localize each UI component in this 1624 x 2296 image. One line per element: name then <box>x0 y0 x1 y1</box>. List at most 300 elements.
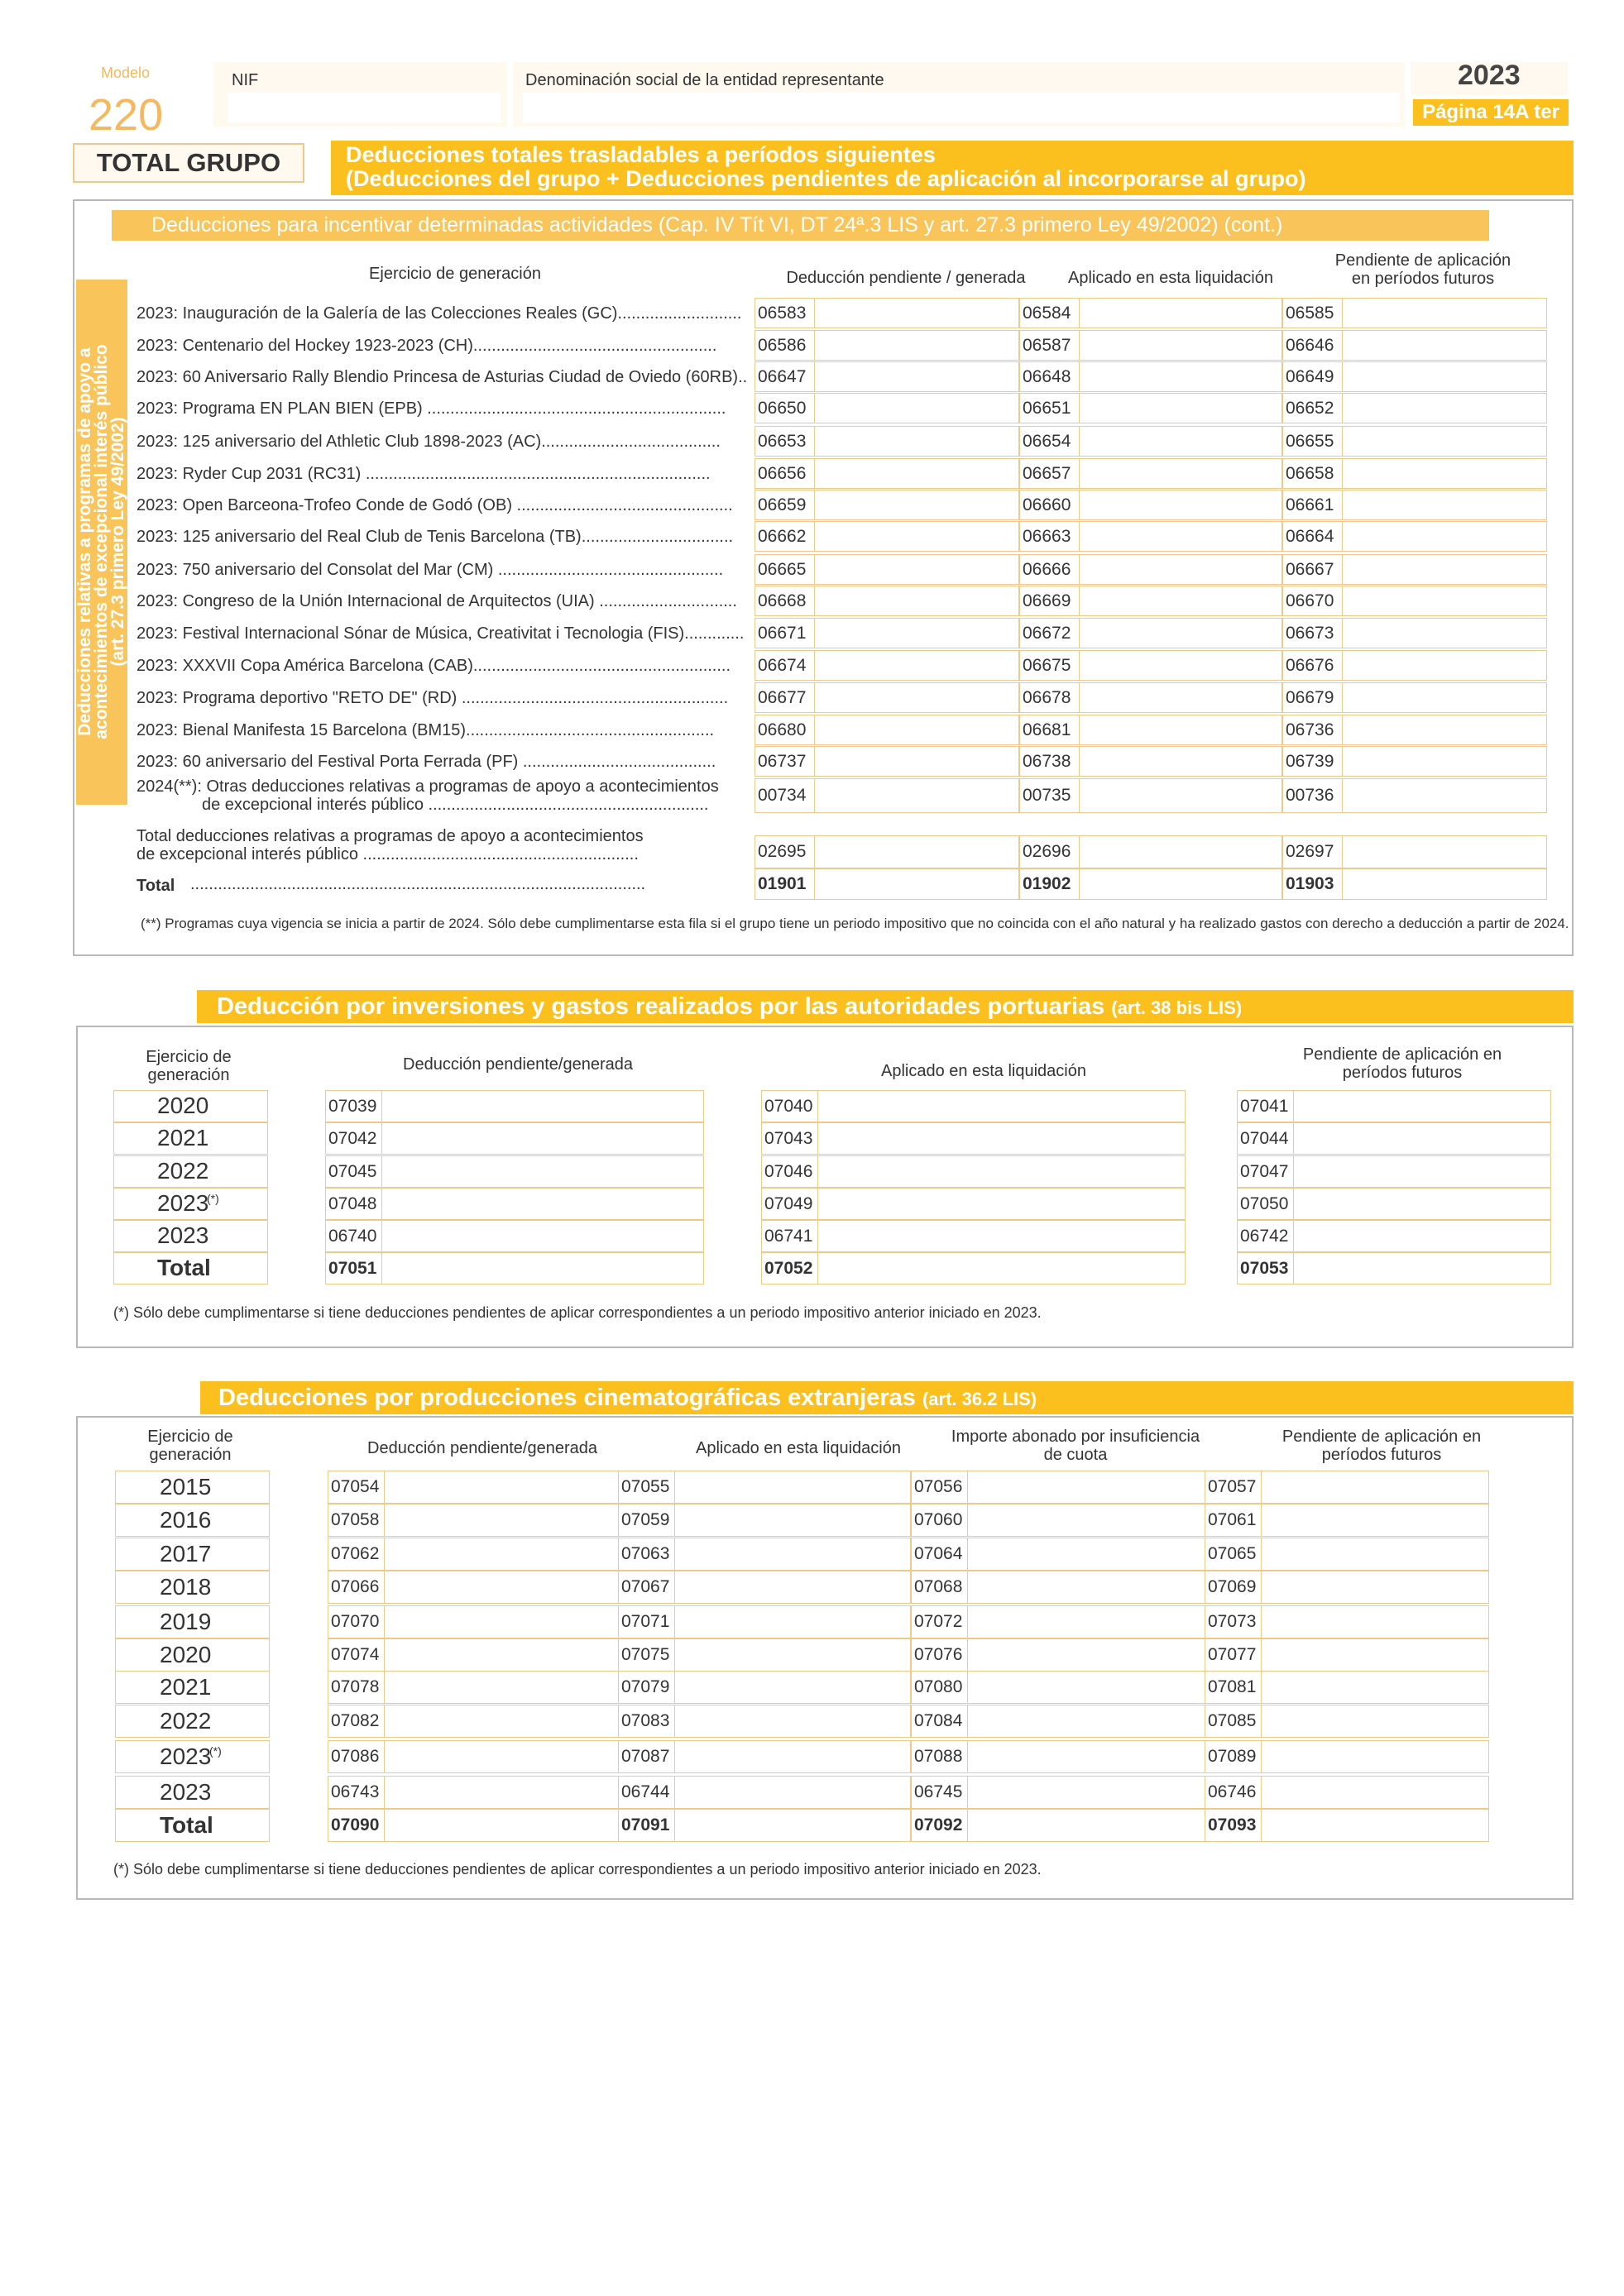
box-code: 06679 <box>1286 688 1334 707</box>
s2-input-deduccion[interactable] <box>325 1155 704 1188</box>
s1-input-c3[interactable] <box>1282 554 1547 585</box>
s3-input-c3[interactable] <box>911 1671 1205 1704</box>
s3-input-c2[interactable] <box>618 1538 911 1571</box>
s1-input-c1[interactable] <box>755 458 1019 489</box>
s3-input-c4[interactable] <box>1205 1471 1489 1504</box>
s3-year: 2017 <box>160 1541 212 1567</box>
box-code: 06739 <box>1286 752 1334 771</box>
s2-input-pendiente[interactable] <box>1237 1155 1551 1188</box>
s1-row-label: 2023: 60 aniversario del Festival Porta Ferrada (PF) .......................................... <box>137 753 716 771</box>
box-code: 07067 <box>621 1577 670 1596</box>
s1-input-c1[interactable] <box>755 393 1019 423</box>
box-code: 07087 <box>621 1747 670 1766</box>
box-code: 07054 <box>331 1477 380 1496</box>
s1-input-c2[interactable] <box>1019 330 1282 361</box>
box-code: 02697 <box>1286 842 1334 861</box>
box-code: 07081 <box>1208 1677 1257 1696</box>
s2-year-cell <box>113 1122 268 1155</box>
s2-year: 2023 <box>157 1190 209 1216</box>
s1-input-c2[interactable] <box>1019 650 1282 681</box>
s2-col-ejercicio: Ejercicio de generación <box>146 1048 232 1084</box>
s1-input-c1[interactable] <box>755 426 1019 457</box>
box-code: 06737 <box>758 752 807 771</box>
box-code: 06743 <box>331 1782 380 1801</box>
s3-input-c1[interactable] <box>328 1471 619 1504</box>
s2-input-aplicado[interactable] <box>761 1155 1186 1188</box>
box-code: 06658 <box>1286 464 1334 483</box>
box-code: 06652 <box>1286 399 1334 418</box>
box-code: 06653 <box>758 432 807 451</box>
main-title-bar <box>331 141 1574 195</box>
box-code: 07048 <box>328 1194 377 1213</box>
box-code: 07066 <box>331 1577 380 1596</box>
box-code: 06745 <box>914 1782 963 1801</box>
s1-input-c3[interactable] <box>1282 521 1547 552</box>
s2-input-deduccion[interactable] <box>325 1252 704 1284</box>
s3-year-cell <box>115 1571 270 1604</box>
s1-input-c3[interactable] <box>1282 618 1547 648</box>
box-code: 07044 <box>1240 1129 1289 1148</box>
s3-year-cell <box>115 1705 270 1738</box>
s3-input-c4[interactable] <box>1205 1776 1489 1809</box>
s2-year: Total <box>157 1255 211 1280</box>
s1-input-c1[interactable] <box>755 361 1019 392</box>
s3-input-c2[interactable] <box>618 1638 911 1672</box>
box-code: 07073 <box>1208 1612 1257 1631</box>
s1-input-c3[interactable] <box>1282 393 1547 423</box>
s3-input-c4[interactable] <box>1205 1809 1489 1842</box>
box-code: 06674 <box>758 656 807 675</box>
box-code: 07091 <box>621 1815 670 1834</box>
s1-input-c1[interactable] <box>755 490 1019 520</box>
s1-col-pendiente: Pendiente de aplicación en períodos futuros <box>1334 251 1511 288</box>
box-code: 07055 <box>621 1477 670 1496</box>
s2-input-deduccion[interactable] <box>325 1090 704 1122</box>
s1-row-label: 2023: 60 Aniversario Rally Blendio Princesa de Asturias Ciudad de Oviedo (60RB).. <box>137 368 748 386</box>
box-code: 07046 <box>764 1162 813 1181</box>
box-code: 07061 <box>1208 1510 1257 1529</box>
s1-input-c1[interactable] <box>755 586 1019 616</box>
s3-input-c4[interactable] <box>1205 1671 1489 1704</box>
s3-input-c3[interactable] <box>911 1605 1205 1638</box>
s3-input-c3[interactable] <box>911 1504 1205 1537</box>
box-code: 06738 <box>1023 752 1071 771</box>
s1-input-c3[interactable] <box>1282 715 1547 745</box>
s3-col-ejercicio: Ejercicio de generación <box>147 1428 233 1464</box>
box-code: 01901 <box>758 874 807 893</box>
s3-year: 2015 <box>160 1474 212 1500</box>
box-code: 06583 <box>758 304 807 323</box>
s3-input-c1[interactable] <box>328 1740 619 1773</box>
s2-input-pendiente[interactable] <box>1237 1252 1551 1284</box>
s1-input-c1[interactable] <box>755 715 1019 745</box>
s3-col-deduccion: Deducción pendiente/generada <box>367 1439 597 1457</box>
s1-totalprog-input[interactable] <box>1019 835 1282 868</box>
s2-col-aplicado: Aplicado en esta liquidación <box>881 1062 1086 1080</box>
box-code: 07041 <box>1240 1097 1289 1116</box>
box-code: 06654 <box>1023 432 1071 451</box>
s2-col-deduccion: Deducción pendiente/generada <box>403 1055 633 1074</box>
s3-year: 2019 <box>160 1609 212 1634</box>
s1-input-c1[interactable] <box>755 746 1019 777</box>
s2-input-pendiente[interactable] <box>1237 1220 1551 1252</box>
s1-input-c2[interactable] <box>1019 715 1282 745</box>
s2-year-cell <box>113 1155 268 1188</box>
box-code: 07083 <box>621 1711 670 1730</box>
box-code: 06655 <box>1286 432 1334 451</box>
box-code: 06668 <box>758 591 807 610</box>
box-code: 07077 <box>1208 1645 1257 1664</box>
s1-input-c2[interactable] <box>1019 618 1282 648</box>
s1-input-c3[interactable] <box>1282 682 1547 713</box>
s1-input-c3[interactable] <box>1282 426 1547 457</box>
box-code: 06650 <box>758 399 807 418</box>
box-code: 02696 <box>1023 842 1071 861</box>
s1-input-c3[interactable] <box>1282 330 1547 361</box>
box-code: 07088 <box>914 1747 963 1766</box>
s3-input-c2[interactable] <box>618 1705 911 1738</box>
box-code: 06660 <box>1023 495 1071 514</box>
s3-input-c3[interactable] <box>911 1471 1205 1504</box>
s2-year: 2022 <box>157 1158 209 1184</box>
box-code: 06680 <box>758 720 807 739</box>
s3-input-c3[interactable] <box>911 1538 1205 1571</box>
s1-totalprog-input[interactable] <box>1282 835 1547 868</box>
box-code: 07039 <box>328 1097 377 1116</box>
s1-input-c2[interactable] <box>1019 682 1282 713</box>
box-code: 07084 <box>914 1711 963 1730</box>
box-code: 07079 <box>621 1677 670 1696</box>
s1-row-label: 2023: Programa EN PLAN BIEN (EPB) ................................................................. <box>137 399 726 418</box>
box-code: 06667 <box>1286 560 1334 579</box>
section3-bar-ref: (art. 36.2 LIS) <box>922 1389 1037 1409</box>
box-code: 07072 <box>914 1612 963 1631</box>
box-code: 06675 <box>1023 656 1071 675</box>
s3-input-c4[interactable] <box>1205 1705 1489 1738</box>
s1-input-c2[interactable] <box>1019 586 1282 616</box>
box-code: 06669 <box>1023 591 1071 610</box>
box-code: 07040 <box>764 1097 813 1116</box>
s1-input-c1[interactable] <box>755 682 1019 713</box>
s3-input-c2[interactable] <box>618 1740 911 1773</box>
box-code: 06585 <box>1286 304 1334 323</box>
s3-input-c2[interactable] <box>618 1809 911 1842</box>
s1-input-c3[interactable] <box>1282 361 1547 392</box>
s1-total-label: Total <box>137 877 175 895</box>
s1-input-c2[interactable] <box>1019 393 1282 423</box>
s1-input-c2[interactable] <box>1019 490 1282 520</box>
box-code: 06681 <box>1023 720 1071 739</box>
box-code: 07065 <box>1208 1544 1257 1563</box>
box-code: 07042 <box>328 1129 377 1148</box>
box-code: 00735 <box>1023 786 1071 805</box>
s3-year-cell <box>115 1605 270 1638</box>
s2-input-deduccion[interactable] <box>325 1188 704 1220</box>
s1-input-c3[interactable] <box>1282 458 1547 489</box>
s1-totalprog-input[interactable] <box>755 835 1019 868</box>
box-code: 07082 <box>331 1711 380 1730</box>
s3-col-pendiente: Pendiente de aplicación en períodos futuros <box>1281 1428 1482 1464</box>
box-code: 06741 <box>764 1227 813 1246</box>
section2-bar-title: Deducción por inversiones y gastos realizados por las autoridades portuarias <box>217 993 1105 1020</box>
s1-input-c1[interactable] <box>755 650 1019 681</box>
s3-input-c1[interactable] <box>328 1671 619 1704</box>
box-code: 07060 <box>914 1510 963 1529</box>
s2-input-deduccion[interactable] <box>325 1122 704 1155</box>
s2-input-aplicado[interactable] <box>761 1188 1186 1220</box>
s1-row-label: 2023: 750 aniversario del Consolat del Mar (CM) ................................................. <box>137 561 724 579</box>
box-code: 07092 <box>914 1815 963 1834</box>
s1-input-c3[interactable] <box>1282 586 1547 616</box>
box-code: 06661 <box>1286 495 1334 514</box>
box-code: 07052 <box>764 1259 813 1278</box>
s2-input-pendiente[interactable] <box>1237 1122 1551 1155</box>
s3-year-cell <box>115 1671 270 1704</box>
s2-year-cell <box>113 1220 268 1252</box>
box-code: 06663 <box>1023 527 1071 546</box>
section3-bar-title: Deducciones por producciones cinematográficas extranjeras <box>218 1385 916 1411</box>
box-code: 07062 <box>331 1544 380 1563</box>
denominacion-field[interactable] <box>523 93 1400 122</box>
box-code: 07059 <box>621 1510 670 1529</box>
s2-input-aplicado[interactable] <box>761 1122 1186 1155</box>
box-code: 07050 <box>1240 1194 1289 1213</box>
s3-input-c2[interactable] <box>618 1471 911 1504</box>
s3-year-cell <box>115 1809 270 1842</box>
s1-total-dots: ................................................................................................... <box>190 875 646 893</box>
box-code: 07071 <box>621 1612 670 1631</box>
box-code: 07058 <box>331 1510 380 1529</box>
s3-input-c2[interactable] <box>618 1504 911 1537</box>
box-code: 07080 <box>914 1677 963 1696</box>
s3-input-c4[interactable] <box>1205 1538 1489 1571</box>
vertical-label: Deducciones relativas a programas de apoyo a acontecimientos de excepcional interés público (art. 27.3 primero Ley 49/2002) <box>75 344 127 739</box>
s3-year: 2022 <box>160 1708 212 1734</box>
s2-input-pendiente[interactable] <box>1237 1090 1551 1122</box>
box-code: 06676 <box>1286 656 1334 675</box>
s1-otras-input[interactable] <box>1282 778 1547 813</box>
box-code: 07089 <box>1208 1747 1257 1766</box>
s2-input-aplicado[interactable] <box>761 1252 1186 1284</box>
box-code: 02695 <box>758 842 807 861</box>
s1-input-c2[interactable] <box>1019 521 1282 552</box>
box-code: 07053 <box>1240 1259 1289 1278</box>
page-number: Página 14A ter <box>1413 99 1569 126</box>
s3-year: 2021 <box>160 1674 212 1700</box>
s2-year: 2023 <box>157 1222 209 1248</box>
box-code: 06648 <box>1023 367 1071 386</box>
s1-row-label: 2023: Ryder Cup 2031 (RC31) ........................................................................... <box>137 465 711 483</box>
s1-input-c1[interactable] <box>755 298 1019 328</box>
s3-input-c2[interactable] <box>618 1776 911 1809</box>
box-code: 07063 <box>621 1544 670 1563</box>
box-code: 07068 <box>914 1577 963 1596</box>
s2-year: 2021 <box>157 1125 209 1150</box>
s1-row-label: 2023: Programa deportivo "RETO DE" (RD) .......................................................... <box>137 689 729 707</box>
s3-year-cell <box>115 1776 270 1809</box>
s2-footnote: (*) Sólo debe cumplimentarse si tiene deducciones pendientes de aplicar correspondientes a un periodo impositivo anterior iniciado en 2023. <box>113 1304 1042 1321</box>
box-code: 06584 <box>1023 304 1071 323</box>
s1-input-c3[interactable] <box>1282 490 1547 520</box>
s2-input-aplicado[interactable] <box>761 1090 1186 1122</box>
box-code: 06673 <box>1286 624 1334 643</box>
s1-row-label: 2023: Congreso de la Unión Internacional de Arquitectos (UIA) .............................. <box>137 592 737 610</box>
s3-year: 2020 <box>160 1642 212 1667</box>
s3-year-cell <box>115 1638 270 1672</box>
s1-row-label: 2023: 125 aniversario del Athletic Club 1898-2023 (AC)....................................... <box>137 433 721 451</box>
box-code: 07070 <box>331 1612 380 1631</box>
s1-otras-line1: 2024(**): Otras deducciones relativas a programas de apoyo a acontecimientos <box>137 777 719 796</box>
s1-input-c2[interactable] <box>1019 554 1282 585</box>
box-code: 06736 <box>1286 720 1334 739</box>
box-code: 06657 <box>1023 464 1071 483</box>
s3-year: 2023 <box>160 1779 212 1805</box>
s1-input-c3[interactable] <box>1282 650 1547 681</box>
s3-input-c2[interactable] <box>618 1671 911 1704</box>
s3-input-c1[interactable] <box>328 1705 619 1738</box>
box-code: 00734 <box>758 786 807 805</box>
box-code: 06666 <box>1023 560 1071 579</box>
s1-totalprog-line1: Total deducciones relativas a programas de apoyo a acontecimientos <box>137 827 644 845</box>
s1-input-c3[interactable] <box>1282 746 1547 777</box>
s3-input-c3[interactable] <box>911 1638 1205 1672</box>
s3-input-c3[interactable] <box>911 1809 1205 1842</box>
box-code: 06664 <box>1286 527 1334 546</box>
box-code: 06651 <box>1023 399 1071 418</box>
s3-input-c1[interactable] <box>328 1638 619 1672</box>
box-code: 07047 <box>1240 1162 1289 1181</box>
box-code: 06586 <box>758 336 807 355</box>
s1-input-c2[interactable] <box>1019 426 1282 457</box>
box-code: 06677 <box>758 688 807 707</box>
section2-bar-ref: (art. 38 bis LIS) <box>1111 997 1243 1018</box>
box-code: 06647 <box>758 367 807 386</box>
nif-field[interactable] <box>228 93 501 122</box>
s1-input-c3[interactable] <box>1282 298 1547 328</box>
s1-col-aplicado: Aplicado en esta liquidación <box>1068 269 1273 287</box>
s3-input-c2[interactable] <box>618 1605 911 1638</box>
box-code: 07064 <box>914 1544 963 1563</box>
s1-input-c1[interactable] <box>755 554 1019 585</box>
section2-bar <box>197 990 1574 1023</box>
box-code: 06587 <box>1023 336 1071 355</box>
s2-year-sup: (*) <box>207 1192 219 1205</box>
s1-row-label: 2023: Centenario del Hockey 1923-2023 (CH)..................................................... <box>137 337 717 355</box>
box-code: 06740 <box>328 1227 377 1246</box>
s3-year: Total <box>160 1812 213 1838</box>
s2-year-cell <box>113 1188 268 1220</box>
box-code: 07043 <box>764 1129 813 1148</box>
s2-input-aplicado[interactable] <box>761 1220 1186 1252</box>
s3-input-c1[interactable] <box>328 1776 619 1809</box>
s1-otras-input[interactable] <box>755 778 1019 813</box>
s3-input-c2[interactable] <box>618 1571 911 1604</box>
s1-row-label: 2023: Bienal Manifesta 15 Barcelona (BM15)...................................................... <box>137 721 715 739</box>
box-code: 07093 <box>1208 1815 1257 1834</box>
s1-input-c1[interactable] <box>755 521 1019 552</box>
s3-input-c3[interactable] <box>911 1571 1205 1604</box>
s1-totalprog-line2: de excepcional interés público ............................................................ <box>137 845 639 863</box>
denominacion-label: Denominación social de la entidad representante <box>525 71 884 89</box>
box-code: 06662 <box>758 527 807 546</box>
box-code: 06672 <box>1023 624 1071 643</box>
s3-input-c1[interactable] <box>328 1605 619 1638</box>
box-code: 07051 <box>328 1259 377 1278</box>
s1-input-c1[interactable] <box>755 618 1019 648</box>
s1-col-ejercicio: Ejercicio de generación <box>369 265 541 283</box>
box-code: 06744 <box>621 1782 670 1801</box>
s3-year: 2018 <box>160 1574 212 1600</box>
box-code: 07069 <box>1208 1577 1257 1596</box>
s3-input-c4[interactable] <box>1205 1740 1489 1773</box>
s3-year-cell <box>115 1471 270 1504</box>
s1-input-c2[interactable] <box>1019 361 1282 392</box>
s3-footnote: (*) Sólo debe cumplimentarse si tiene deducciones pendientes de aplicar correspondientes a un periodo impositivo anterior iniciado en 2023. <box>113 1861 1042 1877</box>
s1-otras-line2: de excepcional interés público ............................................................. <box>202 796 709 814</box>
s3-input-c1[interactable] <box>328 1809 619 1842</box>
s3-input-c4[interactable] <box>1205 1605 1489 1638</box>
s1-input-c2[interactable] <box>1019 746 1282 777</box>
box-code: 07086 <box>331 1747 380 1766</box>
box-code: 06671 <box>758 624 807 643</box>
total-grupo-label: TOTAL GRUPO <box>96 148 281 177</box>
s1-total-input[interactable] <box>1019 868 1282 900</box>
box-code: 01903 <box>1286 874 1334 893</box>
s1-input-c2[interactable] <box>1019 458 1282 489</box>
s2-input-deduccion[interactable] <box>325 1220 704 1252</box>
s1-row-label: 2023: 125 aniversario del Real Club de Tenis Barcelona (TB)................................. <box>137 528 734 546</box>
modelo-label: Modelo <box>101 65 151 81</box>
s3-col-importe: Importe abonado por insuficiencia de cuota <box>951 1428 1200 1464</box>
box-code: 06678 <box>1023 688 1071 707</box>
s1-total-input[interactable] <box>1282 868 1547 900</box>
s3-input-c4[interactable] <box>1205 1571 1489 1604</box>
s3-year-cell <box>115 1538 270 1571</box>
box-code: 07049 <box>764 1194 813 1213</box>
s1-input-c1[interactable] <box>755 330 1019 361</box>
s3-year-cell <box>115 1504 270 1537</box>
s1-input-c2[interactable] <box>1019 298 1282 328</box>
box-code: 00736 <box>1286 786 1334 805</box>
s3-input-c4[interactable] <box>1205 1638 1489 1672</box>
box-code: 06746 <box>1208 1782 1257 1801</box>
s2-year: 2020 <box>157 1093 209 1118</box>
s3-input-c4[interactable] <box>1205 1504 1489 1537</box>
s1-row-label: 2023: XXXVII Copa América Barcelona (CAB)........................................................ <box>137 657 731 675</box>
box-code: 07056 <box>914 1477 963 1496</box>
s1-otras-input[interactable] <box>1019 778 1282 813</box>
s1-col-deduccion: Deducción pendiente / generada <box>786 269 1026 287</box>
box-code: 07045 <box>328 1162 377 1181</box>
box-code: 06670 <box>1286 591 1334 610</box>
s3-input-c1[interactable] <box>328 1538 619 1571</box>
s2-input-pendiente[interactable] <box>1237 1188 1551 1220</box>
box-code: 01902 <box>1023 874 1071 893</box>
s2-year-cell <box>113 1252 268 1284</box>
s3-input-c1[interactable] <box>328 1504 619 1537</box>
s3-year-sup: (*) <box>209 1744 222 1758</box>
s3-input-c1[interactable] <box>328 1571 619 1604</box>
box-code: 07076 <box>914 1645 963 1664</box>
box-code: 06646 <box>1286 336 1334 355</box>
box-code: 07075 <box>621 1645 670 1664</box>
s3-input-c3[interactable] <box>911 1740 1205 1773</box>
s1-total-input[interactable] <box>755 868 1019 900</box>
box-code: 06656 <box>758 464 807 483</box>
s3-input-c3[interactable] <box>911 1705 1205 1738</box>
s1-footnote: (**) Programas cuya vigencia se inicia a partir de 2024. Sólo debe cumplimentarse esta fila si el grupo tiene un periodo impositivo que no coincida con el año natural y ha realizado gastos con derecho a deducción a partir de 2024. <box>141 916 1569 931</box>
s3-input-c3[interactable] <box>911 1776 1205 1809</box>
